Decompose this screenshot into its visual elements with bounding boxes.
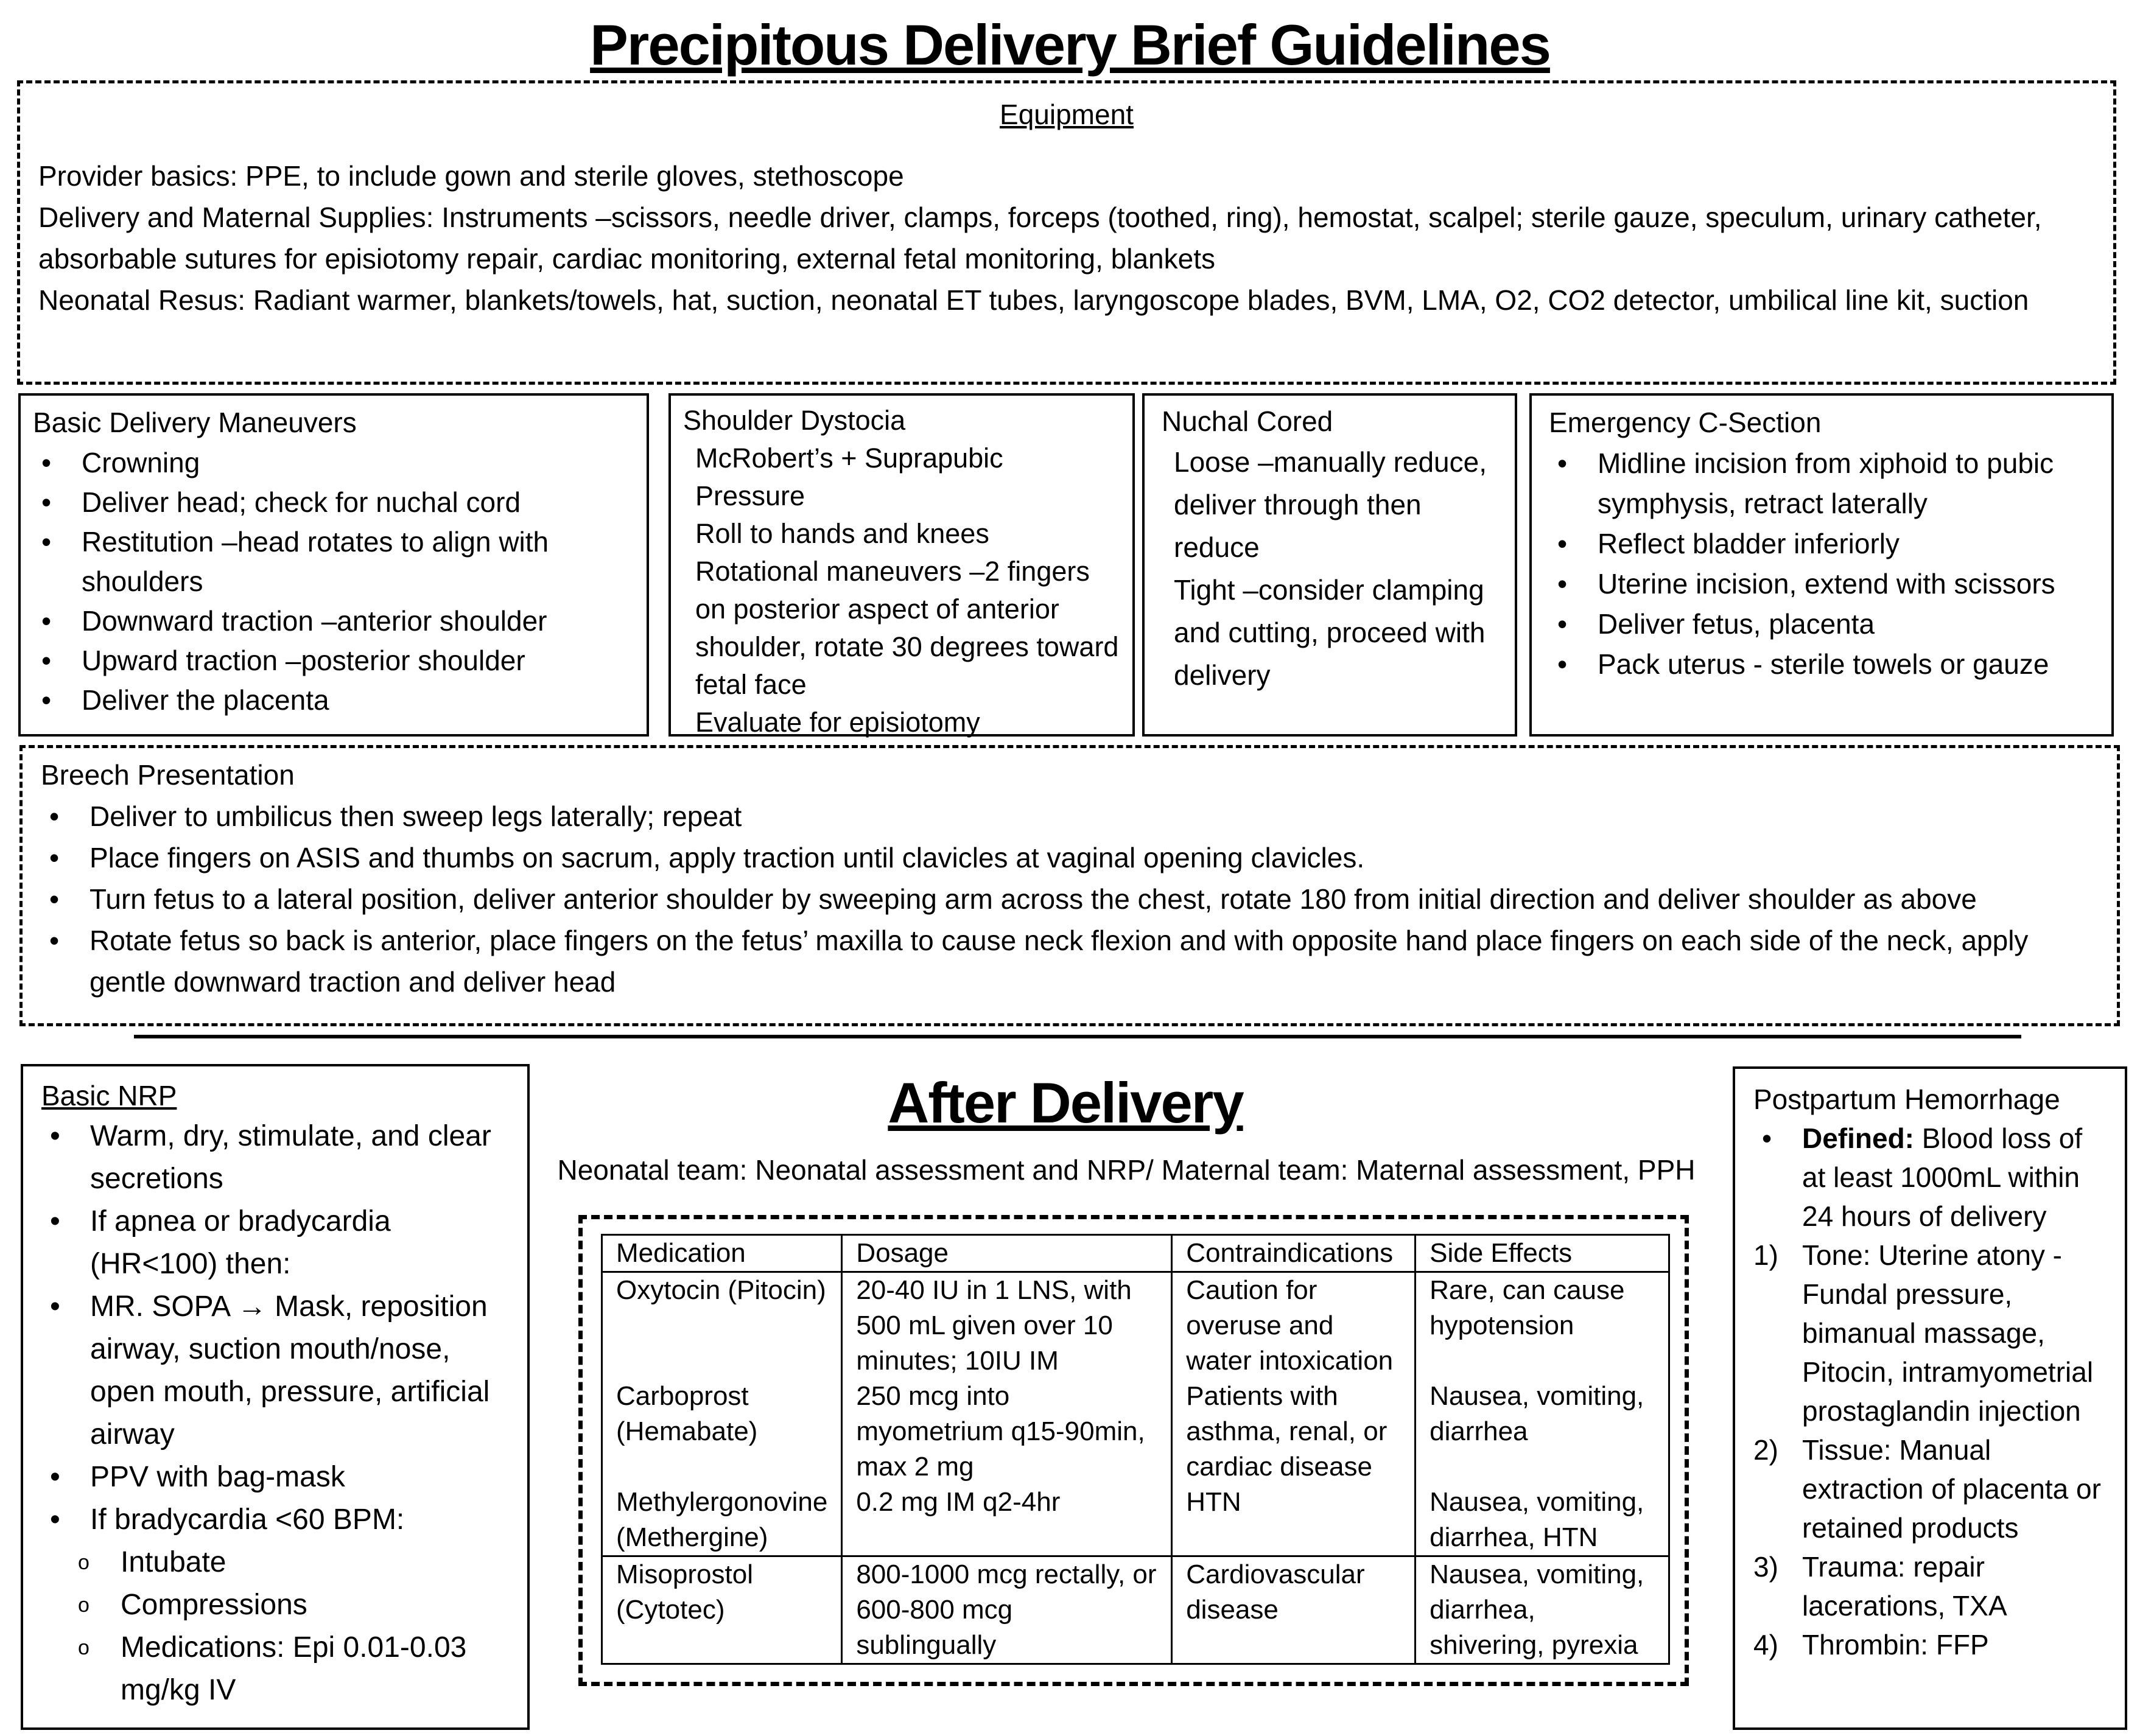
- list-item: Roll to hands and knees: [695, 518, 989, 549]
- sub-list-item: o Compressions: [78, 1584, 509, 1626]
- step-number: 4): [1753, 1629, 1778, 1661]
- equipment-line-neonatal: Neonatal Resus: Radiant warmer, blankets/towels, hat, suction, neonatal ET tubes, laryngoscope blades, BVM, LMA, O2, CO2 detector, umbilical line kit, suction: [38, 284, 2029, 316]
- list-item: Rotational maneuvers –2 fingers on posterior aspect of anterior shoulder, rotate 30 degrees toward fetal face: [695, 556, 1119, 700]
- nrp-box: [21, 1064, 530, 1730]
- list-item: • Warm, dry, stimulate, and clear secretions: [41, 1115, 509, 1200]
- list-item: • Reflect bladder inferiorly: [1549, 523, 2094, 564]
- basic-maneuvers-box: [18, 393, 649, 737]
- list-item: • Pack uterus - sterile towels or gauze: [1549, 644, 2094, 684]
- medication-table-frame: [578, 1215, 1689, 1686]
- equipment-line-provider: Provider basics: PPE, to include gown and sterile gloves, stethoscope: [38, 160, 904, 192]
- shoulder-dystocia-box: [668, 393, 1135, 737]
- table-cell: Nausea, vomiting, diarrhea: [1416, 1379, 1669, 1485]
- pph-definition: [1753, 1119, 2107, 1236]
- pph-heading: Postpartum Hemorrhage: [1753, 1083, 2060, 1115]
- list-item: Tight –consider clamping and cutting, proceed with delivery: [1174, 574, 1486, 691]
- c-section-heading: Emergency C-Section: [1549, 407, 1822, 438]
- table-cell: Patients with asthma, renal, or cardiac disease: [1172, 1379, 1416, 1485]
- table-cell: Rare, can cause hypotension: [1416, 1272, 1669, 1379]
- pph-defined-text: Blood loss of at least 1000mL within 24 hours of delivery: [1802, 1122, 2083, 1232]
- page-title: Precipitous Delivery Brief Guidelines: [590, 13, 1550, 77]
- list-item: • Upward traction –posterior shoulder: [33, 641, 634, 681]
- nrp-heading: Basic NRP: [41, 1080, 177, 1111]
- equipment-lines: [38, 155, 2095, 321]
- list-item: • Downward traction –anterior shoulder: [33, 601, 634, 641]
- list-item: • If apnea or bradycardia (HR<100) then:: [41, 1200, 509, 1286]
- list-item: • Deliver to umbilicus then sweep legs laterally; repeat: [41, 796, 2099, 837]
- c-section-box: [1529, 393, 2114, 737]
- table-cell: Caution for overuse and water intoxication: [1172, 1272, 1416, 1379]
- pph-step: [1753, 1236, 2107, 1430]
- nuchal-cord-box: [1142, 393, 1517, 737]
- sub-list-item: o Intubate: [78, 1541, 509, 1584]
- list-item: Evaluate for episiotomy: [695, 707, 980, 738]
- table-cell: 0.2 mg IM q2-4hr: [842, 1485, 1172, 1556]
- column-header: Dosage: [842, 1235, 1172, 1272]
- table-cell: Nausea, vomiting, diarrhea, HTN: [1416, 1485, 1669, 1556]
- table-cell: 800-1000 mcg rectally, or 600-800 mcg sublingually: [842, 1556, 1172, 1664]
- list-item: • Turn fetus to a lateral position, deliver anterior shoulder by sweeping arm across the chest, rotate 180 from initial direction and deliver shoulder as above: [41, 878, 2099, 920]
- column-header: Side Effects: [1416, 1235, 1669, 1272]
- section-divider: [134, 1035, 2021, 1038]
- list-item: • Restitution –head rotates to align with shoulders: [33, 522, 634, 601]
- table-cell: 20-40 IU in 1 LNS, with 500 mL given over 10 minutes; 10IU IM: [842, 1272, 1172, 1379]
- step-text: Tone: Uterine atony - Fundal pressure, bimanual massage, Pitocin, intramyometrial prostaglandin injection: [1802, 1239, 2094, 1427]
- table-cell: HTN: [1172, 1485, 1416, 1556]
- table-cell: Carboprost (Hemabate): [616, 1381, 758, 1446]
- equipment-line-supplies: Delivery and Maternal Supplies: Instruments –scissors, needle driver, clamps, forceps (toothed, ring), hemostat, scalpel; sterile gauze, speculum, urinary catheter, absorbable sutures for episiotomy repair, cardiac monitoring, external fetal monitoring, blankets: [38, 201, 2042, 275]
- list-item: Loose –manually reduce, deliver through then reduce: [1174, 446, 1487, 563]
- table-cell: Nausea, vomiting, diarrhea, shivering, pyrexia: [1416, 1556, 1669, 1664]
- list-item: • Uterine incision, extend with scissors: [1549, 564, 2094, 604]
- list-item: • Crowning: [33, 443, 634, 483]
- pph-defined-label: Defined:: [1802, 1122, 1914, 1154]
- breech-heading: Breech Presentation: [41, 759, 295, 791]
- list-item: • Deliver head; check for nuchal cord: [33, 483, 634, 522]
- nuchal-cord-heading: Nuchal Cored: [1162, 405, 1333, 437]
- step-number: 1): [1753, 1239, 1778, 1271]
- column-header: Medication: [602, 1235, 842, 1272]
- pph-step: [1753, 1625, 2107, 1664]
- breech-section: [19, 745, 2120, 1026]
- pph-step: [1753, 1430, 2107, 1547]
- step-number: 3): [1753, 1551, 1778, 1583]
- medication-table: [601, 1234, 1670, 1665]
- step-text: Trauma: repair lacerations, TXA: [1802, 1551, 2007, 1622]
- table-cell: 250 mcg into myometrium q15-90min, max 2 mg: [842, 1379, 1172, 1485]
- step-text: Thrombin: FFP: [1802, 1629, 1989, 1661]
- list-item: • Rotate fetus so back is anterior, place fingers on the fetus’ maxilla to cause neck flexion and with opposite hand place fingers on each side of the neck, apply gentle downward traction and deliver head: [41, 920, 2099, 1003]
- pph-box: [1733, 1066, 2127, 1730]
- table-row: [602, 1272, 1669, 1379]
- table-cell: Oxytocin (Pitocin): [616, 1275, 826, 1305]
- list-item: • Place fingers on ASIS and thumbs on sacrum, apply traction until clavicles at vaginal opening clavicles.: [41, 837, 2099, 878]
- list-item: • If bradycardia <60 BPM:: [41, 1499, 509, 1541]
- pph-step: [1753, 1547, 2107, 1625]
- sub-list-item: o Medications: Epi 0.01-0.03 mg/kg IV: [78, 1626, 509, 1712]
- table-cell: Methylergonovine (Methergine): [616, 1487, 828, 1552]
- shoulder-dystocia-heading: Shoulder Dystocia: [683, 405, 906, 436]
- table-cell: Cardiovascular disease: [1172, 1556, 1416, 1664]
- equipment-section: [17, 80, 2116, 385]
- after-delivery-title: After Delivery: [888, 1071, 1243, 1135]
- table-row: [602, 1556, 1669, 1664]
- equipment-heading: Equipment: [1000, 99, 1134, 130]
- column-header: Contraindications: [1172, 1235, 1416, 1272]
- after-delivery-subtitle: Neonatal team: Neonatal assessment and NRP/ Maternal team: Maternal assessment, PPH: [557, 1154, 1696, 1186]
- table-header-row: [602, 1235, 1669, 1272]
- list-item: • PPV with bag-mask: [41, 1456, 509, 1499]
- list-item: • MR. SOPA → Mask, reposition airway, suction mouth/nose, open mouth, pressure, artificial airway: [41, 1286, 509, 1456]
- table-row: [602, 1485, 1669, 1556]
- step-text: Tissue: Manual extraction of placenta or retained products: [1802, 1434, 2101, 1544]
- basic-maneuvers-heading: Basic Delivery Maneuvers: [33, 407, 357, 438]
- list-item: • Midline incision from xiphoid to pubic symphysis, retract laterally: [1549, 443, 2094, 523]
- list-item: • Deliver the placenta: [33, 681, 634, 720]
- list-item: McRobert’s + Suprapubic Pressure: [695, 443, 1003, 511]
- table-row: [602, 1379, 1669, 1485]
- table-cell: Misoprostol (Cytotec): [602, 1556, 842, 1664]
- step-number: 2): [1753, 1434, 1778, 1466]
- list-item: • Deliver fetus, placenta: [1549, 604, 2094, 644]
